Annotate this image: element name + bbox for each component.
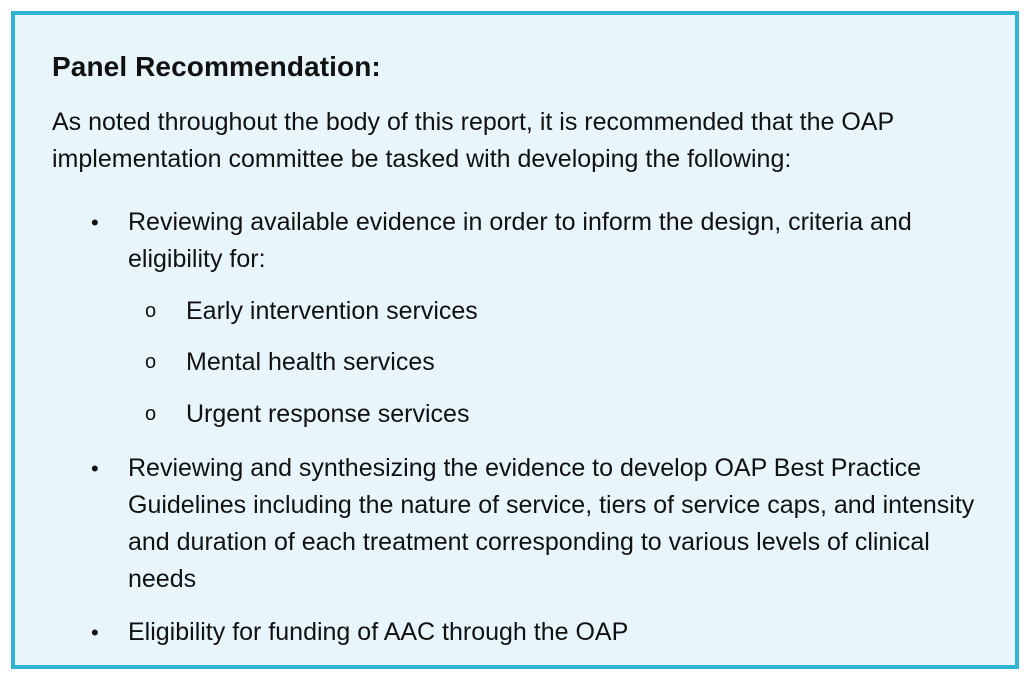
sub-bullet-icon: o <box>145 300 157 322</box>
recommendation-panel <box>11 11 1019 669</box>
bullet-icon: • <box>91 456 99 481</box>
sub-bullet-icon: o <box>145 403 157 425</box>
bullet-icon: • <box>91 210 99 235</box>
panel-heading: Panel Recommendation: <box>52 51 381 82</box>
list-item-text: Reviewing available evidence in order to inform the design, criteria and eligibility for: <box>128 208 912 273</box>
sub-list-item-text: Early intervention services <box>186 297 478 325</box>
list-item-text: Eligibility for funding of AAC through the OAP <box>128 618 629 646</box>
bullet-icon: • <box>91 620 99 645</box>
sub-list-item-text: Mental health services <box>186 348 435 376</box>
list-item-text: Reviewing and synthesizing the evidence to develop OAP Best Practice Guidelines including the nature of service, tiers of service caps, and intensity and duration of each treatment corresponding to various levels of clinical needs <box>128 454 975 593</box>
sub-list-item-text: Urgent response services <box>186 400 470 428</box>
intro-paragraph: As noted throughout the body of this report, it is recommended that the OAP implementation committee be tasked with developing the following: <box>52 108 894 173</box>
sub-bullet-icon: o <box>145 351 157 373</box>
